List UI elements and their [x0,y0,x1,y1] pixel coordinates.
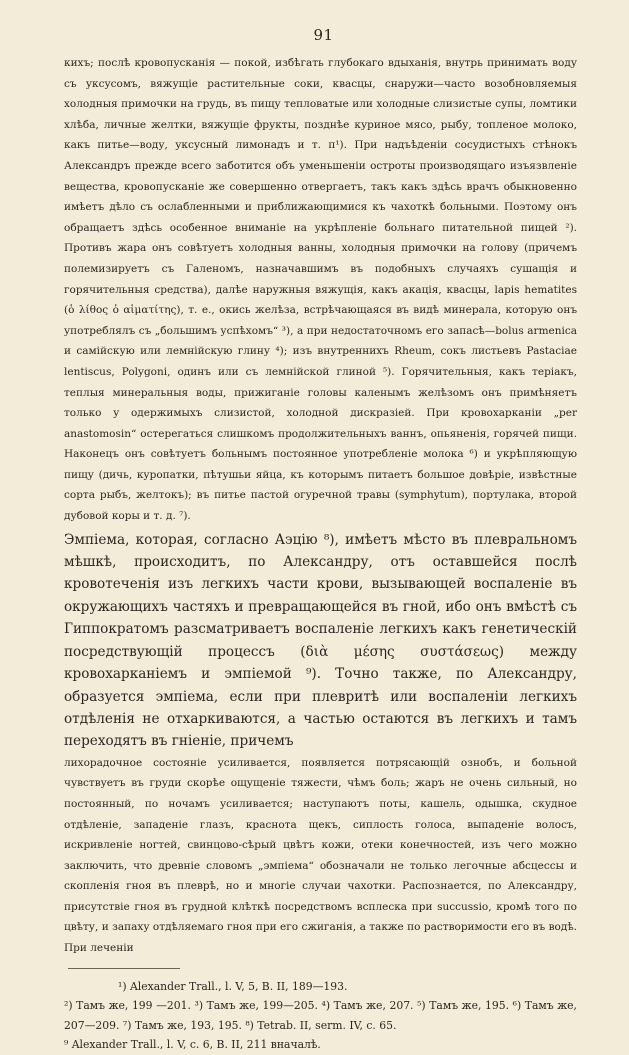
footnote-1: ¹) Alexander Trall., l. V, 5, B. II, 189—193. [118,979,348,993]
footnote-2: ²) Тамъ же, 199 —201. ³) Тамъ же, 199—205. ⁴) Тамъ же, 207. ⁵) Тамъ же, 195. ⁶) Тамъ же, 207—209. ⁷) Тамъ же, 193, 195. ⁸) Tetrab. II, serm. IV, с. 65. [64,999,577,1032]
footnote-divider [68,968,180,969]
footnote-3: ⁹ Alexander Trall., l. V, c. 6, B. II, 211 вначалѣ. [64,1038,321,1052]
paragraph-treatment-hemoptysis: кихъ; послѣ кровопусканія — покой, избѣгать глубокаго вдыханія, внутрь принимать воду съ уксусомъ, вяжущіе растительные соки, квасцы, снаружи—часто возобновляемыя холодныя примочки на грудь, въ пищу тепловатые или холодные слизистые супы, ломтики хлѣба, личные желтки, вяжущіе фрукты, позднѣе куриное мясо, рыбу, топленое молоко, какъ питье—воду, уксусный лимонадъ и т. п¹). При надъѣденіи сосудистыхъ стѣнокъ Александръ прежде всего заботится объ уменьшеніи остроты производящаго изъязвленіе вещества, кровопусканіе же совершенно отвергаетъ, такъ какъ здѣсь врачъ обыкновенно имѣетъ дѣло съ ослабленными и приближающимися къ чахоткѣ больными. Поэтому онъ обращаетъ здѣсь особенное вниманіе на укрѣпленіе больнаго питательной пищей ²). Противъ жара онъ совѣтуетъ холодныя ванны, холодныя примочки на голову (причемъ полемизируетъ съ Галеномъ, назначавшимъ въ подобныхъ случаяхъ сушащія и горячительныя средства), далѣе наружныя вяжущія, какъ акація, квасцы, lapis hematites (ὁ λίθος ὁ αἱματίτης), т. е., окись желѣза, встрѣчающаяся въ видѣ минерала, которую онъ употреблялъ съ „большимъ успѣхомъ“ ³), а при недостаточномъ его запасѣ—bolus armenica и самійскую или лемнійскую глину ⁴); изъ внутреннихъ Rheum, сокъ листьевъ Pastaciae lentiscus, Polygoni, одинъ или съ лемнійской глиной ⁵). Горячительныя, какъ теріакъ, теплыя минеральныя воды, прижиганіе головы каленымъ желѣзомъ онъ примѣняетъ только у одержимыхъ слизистой, холодной дискразіей. При кровохарканіи „per anastomosin“ остерегаться слишкомъ продолжительныхъ ваннъ, опьяненія, горячей пищи. Наконецъ онъ совѣтуетъ больнымъ постоянное употребленіе молока ⁶) и укрѣпляющую пищу (дичь, куропатки, пѣтушьи яйца, къ которымъ питаетъ большое довѣріе, извѣстные сорта рыбъ, желтокъ); въ питье пастой огуречной травы (symphytum), портулака, второй дубовой коры и т. д. ⁷). [64,57,577,523]
page-number: 91 [313,26,334,44]
footnotes [64,977,577,1055]
paragraph-empyema: Эмпіема, которая, согласно Аэцію ⁸), имѣетъ мѣсто въ плевральномъ мѣшкѣ, происходитъ, по Александру, отъ оставшейся послѣ кровотеченія изъ легкихъ части крови, вызывающей воспаленіе въ окружающихъ частяхъ и превращающейся въ гной, ибо онъ вмѣстѣ съ Гиппократомъ разсматриваетъ воспаленіе легкихъ какъ генетическій посредствующій процессъ (διὰ μέσης συστάσεως) между кровохарканіемъ и эмпіемой ⁹). Точно также, по Александру, образуется эмпіема, если при плевритѣ или воспаленіи легкихъ отдѣленія не отхаркиваются, а частью остаются въ легкихъ и тамъ переходятъ въ гніеніе, причемъ [64,531,577,750]
paragraph-empyema-symptoms: лихорадочное состояніе усиливается, появляется потрясающій ознобъ, и больной чувствуетъ въ груди скорѣе ощущеніе тяжести, чѣмъ боль; жаръ не очень сильный, но постоянный, по ночамъ усиливается; наступаютъ поты, кашель, одышка, скудное отдѣленіе, западеніе глазъ, краснота щекъ, сиплость голоса, выпаденіе волосъ, искривленіе ногтей, свинцово-сѣрый цвѣтъ кожи, отеки конечностей, изъ чего можно заключить, что древніе словомъ „эмпіема“ обозначали не только легочные абсцессы и скопленія гноя въ плеврѣ, но и многіе случаи чахотки. Распознается, по Александру, присутствіе гноя въ грудной клѣткѣ посредствомъ всплеска при succussio, кромѣ того по цвѣту, и запаху отдѣляемаго гноя при его сжиганія, а также по растворимости его въ водѣ. При леченіи [64,756,577,955]
